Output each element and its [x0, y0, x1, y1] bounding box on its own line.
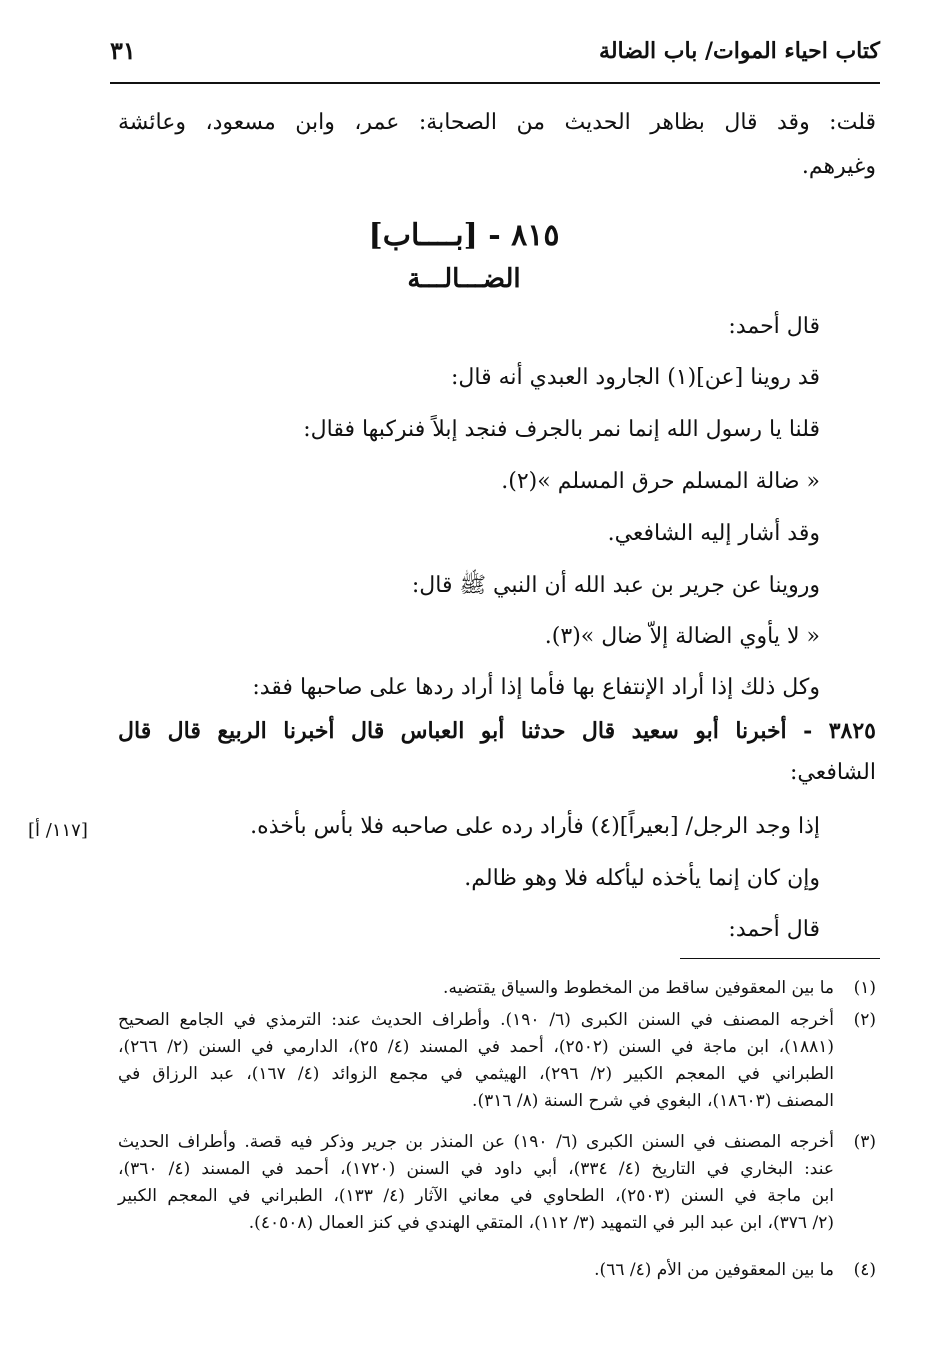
- body-line: وقد أشار إليه الشافعي.: [607, 521, 820, 546]
- footnote-number: (٣): [853, 1132, 876, 1152]
- footnote-line: أخرجه المصنف في السنن الكبرى (٦/ ١٩٠) عن المنذر بن جرير وذكر فيه قصة. وأطراف الحديث: [118, 1132, 834, 1152]
- footnote-line: (٢/ ٣٧٦)، ابن عبد البر في التمهيد (٣/ ١١٢)، المتقي الهندي في كنز العمال (٤٠٥٠٨).: [248, 1213, 834, 1233]
- body-line: قد روينا [عن](١) الجارود العبدي أنه قال:: [450, 365, 820, 390]
- footnote-number: (٤): [853, 1260, 876, 1280]
- footnote-separator: [680, 958, 880, 959]
- footnote-number: (١): [853, 978, 876, 998]
- body-line: « لا يأوي الضالة إلاّ ضال »(٣).: [544, 624, 820, 649]
- narration-line-2: الشافعي:: [789, 760, 876, 785]
- footnote-line: ما بين المعقوفين من الأم (٤/ ٦٦).: [594, 1260, 834, 1280]
- footnote-line: (١٨٨١)، ابن ماجة في السنن (٢٥٠٢)، أحمد في المسند (٤/ ٢٥)، الدارمي في السنن (٢/ ٢٦٦)،: [118, 1037, 834, 1057]
- intro-line-2: وغيرهم.: [801, 154, 876, 179]
- body-line: قلنا يا رسول الله إنما نمر بالجرف فنجد إبلاً فنركبها فقال:: [303, 417, 820, 442]
- chapter-title: الضـــالـــة: [407, 264, 521, 294]
- narration-line-1: ٣٨٢٥ - أخبرنا أبو سعيد قال حدثنا أبو العباس قال أخبرنا الربيع قال قال: [118, 718, 876, 744]
- intro-paragraph: [118, 108, 876, 188]
- intro-line-1: قلت: وقد قال بظاهر الحديث من الصحابة: عمر، وابن مسعود، وعائشة: [118, 110, 876, 135]
- body-line: قال أحمد:: [728, 314, 820, 339]
- page-header: [110, 30, 880, 84]
- body-line: إذا وجد الرجل/ [بعيراً](٤) فأراد رده على صاحبه فلا بأس بأخذه.: [250, 814, 820, 839]
- narration: [118, 716, 876, 796]
- running-title: كتاب احياء الموات/ باب الضالة: [599, 38, 880, 64]
- body-line: « ضالة المسلم حرق المسلم »(٢).: [501, 469, 820, 494]
- footnote-line: ما بين المعقوفين ساقط من المخطوط والسياق يقتضيه.: [443, 978, 834, 998]
- footnote-line: المصنف (١٨٦٠٣)، البغوي في شرح السنة (٨/ ٣١٦).: [472, 1091, 834, 1111]
- footnote-2: [118, 1008, 876, 1118]
- body-line: وكل ذلك إذا أراد الإنتفاع بها فأما إذا أراد ردها على صاحبها فقد:: [252, 675, 820, 700]
- footnote-3: [118, 1130, 876, 1242]
- footnote-4: [118, 1258, 876, 1284]
- footnote-line: ابن ماجة في السنن (٢٥٠٣)، الطحاوي في معاني الآثار (٤/ ١٣٣)، الطبراني في المعجم الكبير: [118, 1186, 834, 1206]
- body-line: وإن كان إنما يأخذه ليأكله فلا وهو ظالم.: [464, 866, 820, 891]
- after-text: [118, 812, 820, 942]
- footnote-1: [118, 976, 876, 1002]
- footnote-line: عند: البخاري في التاريخ (٤/ ٣٣٤)، أبي داود في السنن (١٧٢٠)، أحمد في المسند (٤/ ٣٦٠)،: [118, 1159, 835, 1179]
- margin-folio-reference: [١١٧/ أ]: [28, 820, 88, 841]
- chapter-heading: ٨١٥ - [بــــاب]: [368, 218, 560, 253]
- footnote-line: الطبراني في المعجم الكبير (٢/ ٢٩٦)، الهيثمي في مجمع الزوائد (٤/ ١٦٧)، عبد الرزاق في: [118, 1064, 835, 1084]
- body-line: قال أحمد:: [728, 917, 820, 942]
- page-number: ٣١: [110, 36, 136, 65]
- body-line: وروينا عن جرير بن عبد الله أن النبي ﷺ قال:: [411, 573, 820, 598]
- footnote-number: (٢): [853, 1010, 876, 1030]
- main-text: [118, 312, 820, 712]
- footnote-line: أخرجه المصنف في السنن الكبرى (٦/ ١٩٠). وأطراف الحديث عند: الترمذي في الجامع الصحيح: [118, 1010, 834, 1030]
